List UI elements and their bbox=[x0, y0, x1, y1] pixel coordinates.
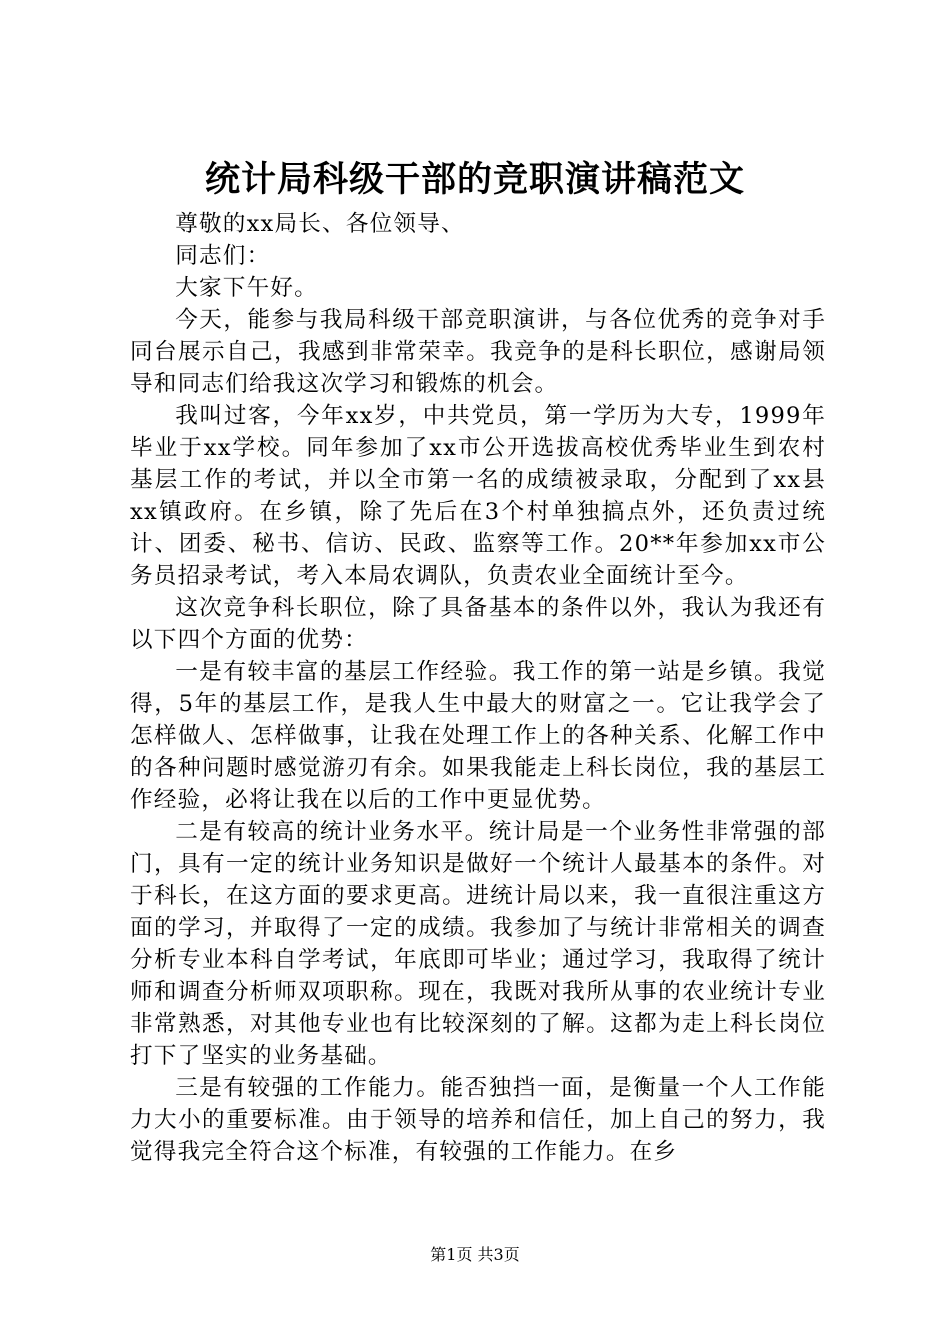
document-body bbox=[130, 208, 826, 1168]
paragraph-salutation-2: 同志们： bbox=[175, 243, 271, 269]
paragraph: 今天，能参与我局科级干部竞职演讲，与各位优秀的竞争对手同台展示自己，我感到非常荣幸。我竞争的是科长职位，感谢局领导和同志们给我这次学习和锻炼的机会。 bbox=[130, 307, 826, 397]
paragraph: 这次竞争科长职位，除了具备基本的条件以外，我认为我还有以下四个方面的优势： bbox=[130, 595, 826, 653]
paragraph-greeting: 大家下午好。 bbox=[175, 275, 318, 301]
paragraph: 三是有较强的工作能力。能否独挡一面，是衡量一个人工作能力大小的重要标准。由于领导的培养和信任，加上自己的努力，我觉得我完全符合这个标准，有较强的工作能力。在乡 bbox=[130, 1075, 826, 1165]
paragraph: 二是有较高的统计业务水平。统计局是一个业务性非常强的部门，具有一定的统计业务知识是做好一个统计人最基本的条件。对于科长，在这方面的要求更高。进统计局以来，我一直很注重这方面的学习，并取得了一定的成绩。我参加了与统计非常相关的调查分析专业本科自学考试，年底即可毕业；通过学习，我取得了统计师和调查分析师双项职称。现在，我既对我所从事的农业统计专业非常熟悉，对其他专业也有比较深刻的了解。这都为走上科长岗位打下了坚实的业务基础。 bbox=[130, 819, 826, 1069]
paragraph: 一是有较丰富的基层工作经验。我工作的第一站是乡镇。我觉得，5年的基层工作，是我人生中最大的财富之一。它让我学会了怎样做人、怎样做事，让我在处理工作上的各种关系、化解工作中的各种问题时感觉游刃有余。如果我能走上科长岗位，我的基层工作经验，必将让我在以后的工作中更显优势。 bbox=[130, 659, 826, 813]
page-number-footer: 第1页 共3页 bbox=[430, 1245, 520, 1264]
paragraph: 我叫过客，今年xx岁，中共党员，第一学历为大专，1999年毕业于xx学校。同年参加了xx市公开选拔高校优秀毕业生到农村基层工作的考试，并以全市第一名的成绩被录取，分配到了xx县xx镇政府。在乡镇，除了先后在3个村单独搞点外，还负责过统计、团委、秘书、信访、民政、监察等工作。20**年参加xx市公务员招录考试，考入本局农调队，负责农业全面统计至今。 bbox=[130, 403, 826, 589]
paragraph-salutation: 尊敬的xx局长、各位领导、 bbox=[175, 211, 465, 237]
document-title: 统计局科级干部的竞职演讲稿范文 bbox=[204, 159, 745, 200]
